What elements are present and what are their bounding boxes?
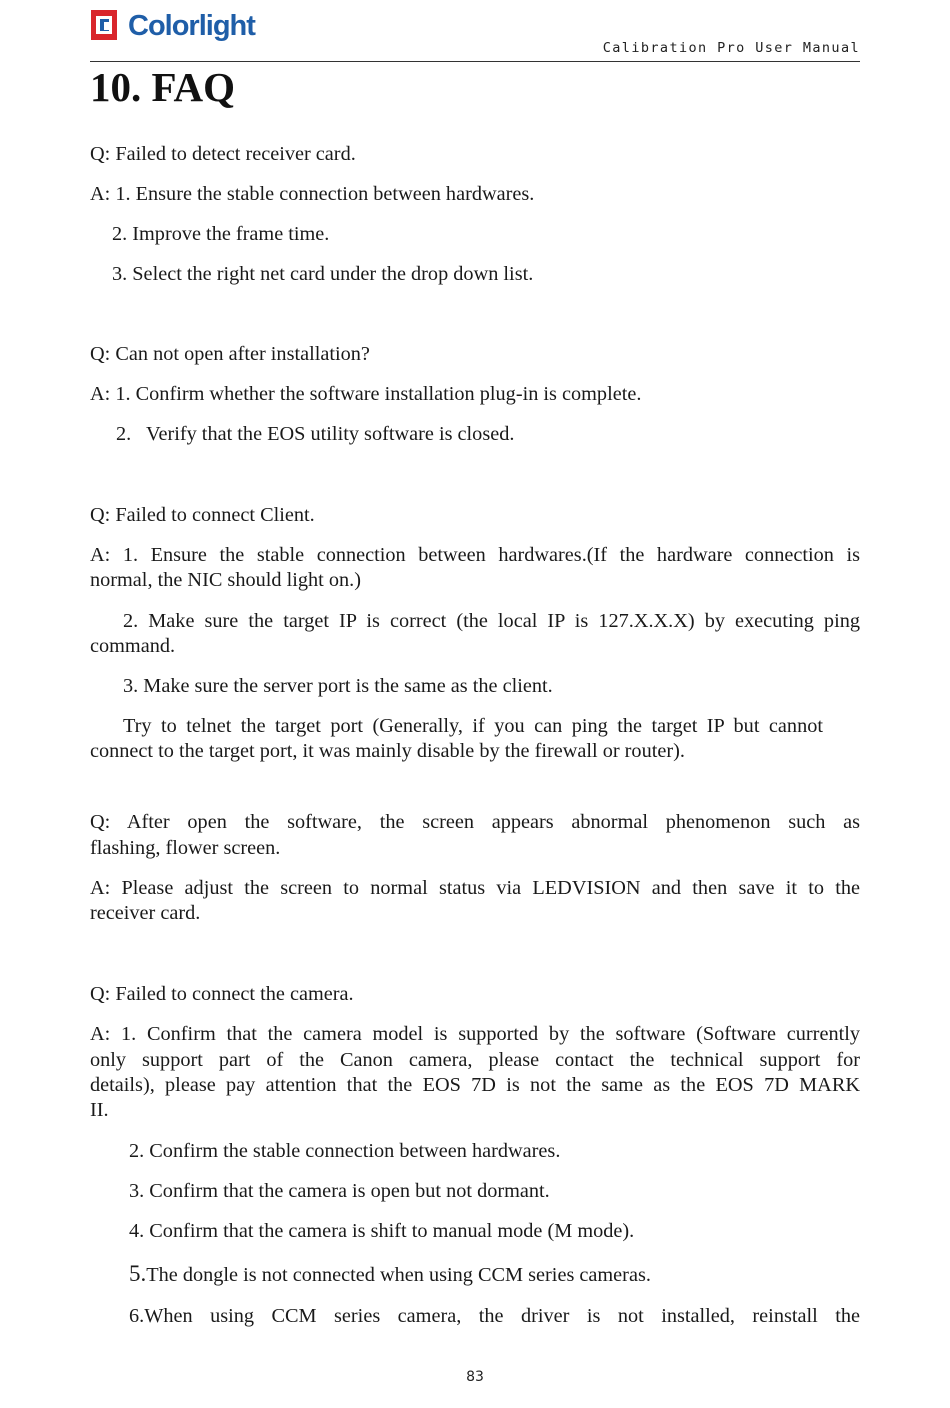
faq-question: Q: Failed to connect the camera. [90, 983, 354, 1005]
faq-answer: command. [90, 635, 176, 657]
faq-answer: 6.When using CCM series camera, the driver is not installed, reinstall the [129, 1305, 860, 1327]
faq-question: Q: Can not open after installation? [90, 343, 370, 365]
page-title: 10. FAQ [90, 64, 236, 110]
faq-answer: Try to telnet the target port (Generally, if you can ping the target IP but cannot [123, 715, 823, 737]
faq-answer: 4. Confirm that the camera is shift to manual mode (M mode). [129, 1220, 635, 1242]
faq-answer: 3. Select the right net card under the drop down list. [112, 263, 534, 285]
faq-answer: 2. Confirm the stable connection between hardwares. [129, 1140, 561, 1162]
faq-answer: 2. Verify that the EOS utility software is closed. [116, 423, 515, 445]
faq-question: Q: Failed to detect receiver card. [90, 143, 356, 165]
faq-answer: 2. Improve the frame time. [112, 223, 330, 245]
faq-answer: 3. Confirm that the camera is open but not dormant. [129, 1180, 550, 1202]
faq-answer: normal, the NIC should light on.) [90, 569, 361, 591]
faq-answer: A: Please adjust the screen to normal status via LEDVISION and then save it to the [90, 877, 860, 899]
header-divider [90, 61, 860, 62]
faq-question: Q: After open the software, the screen appears abnormal phenomenon such as [90, 811, 860, 833]
faq-question: Q: Failed to connect Client. [90, 504, 315, 526]
list-number: 5. [129, 1261, 147, 1286]
colorlight-logo-icon [90, 8, 124, 46]
faq-answer: II. [90, 1099, 109, 1121]
faq-answer [129, 1261, 651, 1288]
page-number: 83 [466, 1369, 484, 1385]
faq-answer: receiver card. [90, 902, 201, 924]
faq-answer: A: 1. Ensure the stable connection between hardwares. [90, 183, 535, 205]
faq-answer: details), please pay attention that the EOS 7D is not the same as the EOS 7D MARK [90, 1074, 860, 1096]
faq-answer: A: 1. Ensure the stable connection between hardwares.(If the hardware connection is [90, 544, 860, 566]
faq-question: flashing, flower screen. [90, 837, 281, 859]
faq-answer: only support part of the Canon camera, please contact the technical support for [90, 1049, 860, 1071]
logo-wordmark: Colorlight [128, 10, 255, 42]
faq-answer: A: 1. Confirm whether the software installation plug-in is complete. [90, 383, 642, 405]
faq-answer: 2. Make sure the target IP is correct (the local IP is 127.X.X.X) by executing ping [123, 610, 860, 632]
faq-answer: connect to the target port, it was mainly disable by the firewall or router). [90, 740, 685, 762]
faq-answer: 3. Make sure the server port is the same as the client. [123, 675, 553, 697]
manual-title: Calibration Pro User Manual [602, 40, 860, 56]
answer-text: The dongle is not connected when using CCM series cameras. [146, 1264, 651, 1286]
faq-answer: A: 1. Confirm that the camera model is supported by the software (Software currently [90, 1023, 860, 1045]
colorlight-logo [90, 8, 260, 50]
